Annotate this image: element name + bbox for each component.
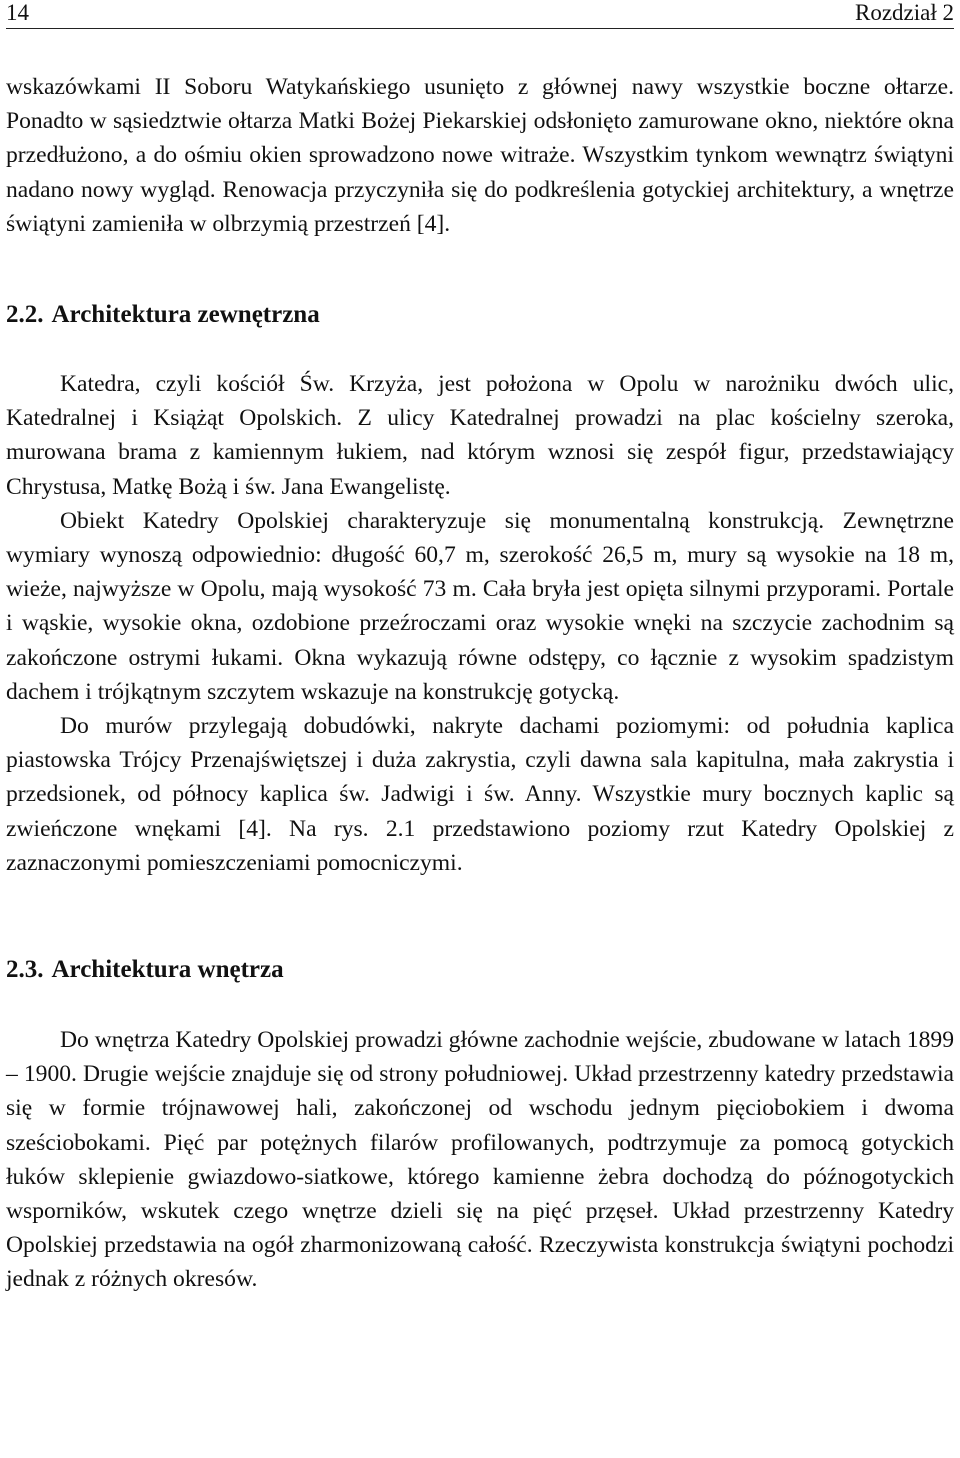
page-number: 14 [6,0,29,25]
section-title: Architektura zewnętrzna [51,301,320,329]
section-number: 2.2. [6,301,44,329]
chapter-title: Rozdział 2 [855,0,954,25]
running-header [6,0,954,29]
paragraph-dimensions: Obiekt Katedry Opolskiej charakteryzuje się monumentalną konstrukcją. Zewnętrzne wymiary wynoszą odpowiednio: długość 60,7 m, szerokość 26,5 m, mury są wysokie na 18 m, wieże, najwyższe w Opolu, mają wysokość 73 m. Cała bryła jest opięta silnymi przyporami. Portale i wąskie, wysokie okna, ozdobione przeźroczami oraz wysokie wnęki na szczycie zachodnim są zakończone ostrymi łukami. Okna wykazują równe odstępy, co łącznie z wysokim spadzistym dachem i trójkątnym szczytem wskazuje na konstrukcję gotycką. [6,507,954,705]
section-title: Architektura wnętrza [51,956,284,984]
section-number: 2.3. [6,956,44,984]
paragraph-interior: Do wnętrza Katedry Opolskiej prowadzi główne zachodnie wejście, zbudowane w latach 1899 – 1900. Drugie wejście znajduje się od strony południowej. Układ przestrzenny katedry przedstawia się w formie trójnawowej hali, zakończonej od wschodu jednym pięciobokiem i dwoma sześciobokami. Pięć par potężnych filarów profilowanych, podtrzymuje za pomocą gotyckich łuków sklepienie gwiazdowo-siatkowe, którego kamienne żebra dochodzą do późnogotyckich wsporników, wskutek czego wnętrze dzieli się na pięć przęseł. Układ przestrzenny Katedry Opolskiej przedstawia na ogół zharmonizowaną całość. Rzeczywista konstrukcja świątyni pochodzi jednak z różnych okresów. [6,1027,954,1293]
paragraph-annexes: Do murów przylegają dobudówki, nakryte dachami poziomymi: od południa kaplica piastowska Trójcy Przenajświętszej i duża zakrystia, czyli dawna sala kapitulna, mała zakrystia i przedsionek, od północy kaplica św. Jadwigi i św. Anny. Wszystkie mury bocznych kaplic są zwieńczone wnękami [4]. Na rys. 2.1 przedstawiono poziomy rzut Katedry Opolskiej z zaznaczonymi pomieszczeniami pomocniczymi. [6,713,954,876]
section-heading-2-3 [6,953,954,987]
paragraph-intro: wskazówkami II Soboru Watykańskiego usunięto z głównej nawy wszystkie boczne ołtarze. Ponadto w sąsiedztwie ołtarza Matki Bożej Piekarskiej odsłonięto zamurowane okno, niektóre okna przedłużono, a do ośmiu okien sprowadzono nowe witraże. Wszystkim tynkom wewnątrz świątyni nadano nowy wygląd. Renowacja przyczyniła się do podkreślenia gotyckiej architektury, a wnętrze świątyni zamieniła w olbrzymią przestrzeń [4]. [6,74,954,237]
section-heading-2-2 [6,298,954,332]
paragraph-location: Katedra, czyli kościół Św. Krzyża, jest położona w Opolu w narożniku dwóch ulic, Katedralnej i Książąt Opolskich. Z ulicy Katedralnej prowadzi na plac kościelny szeroka, murowana brama z kamiennym łukiem, nad którym wznosi się zespół figur, przedstawiający Chrystusa, Matkę Bożą i św. Jana Ewangelistę. [6,371,954,500]
document-page [6,0,954,1297]
